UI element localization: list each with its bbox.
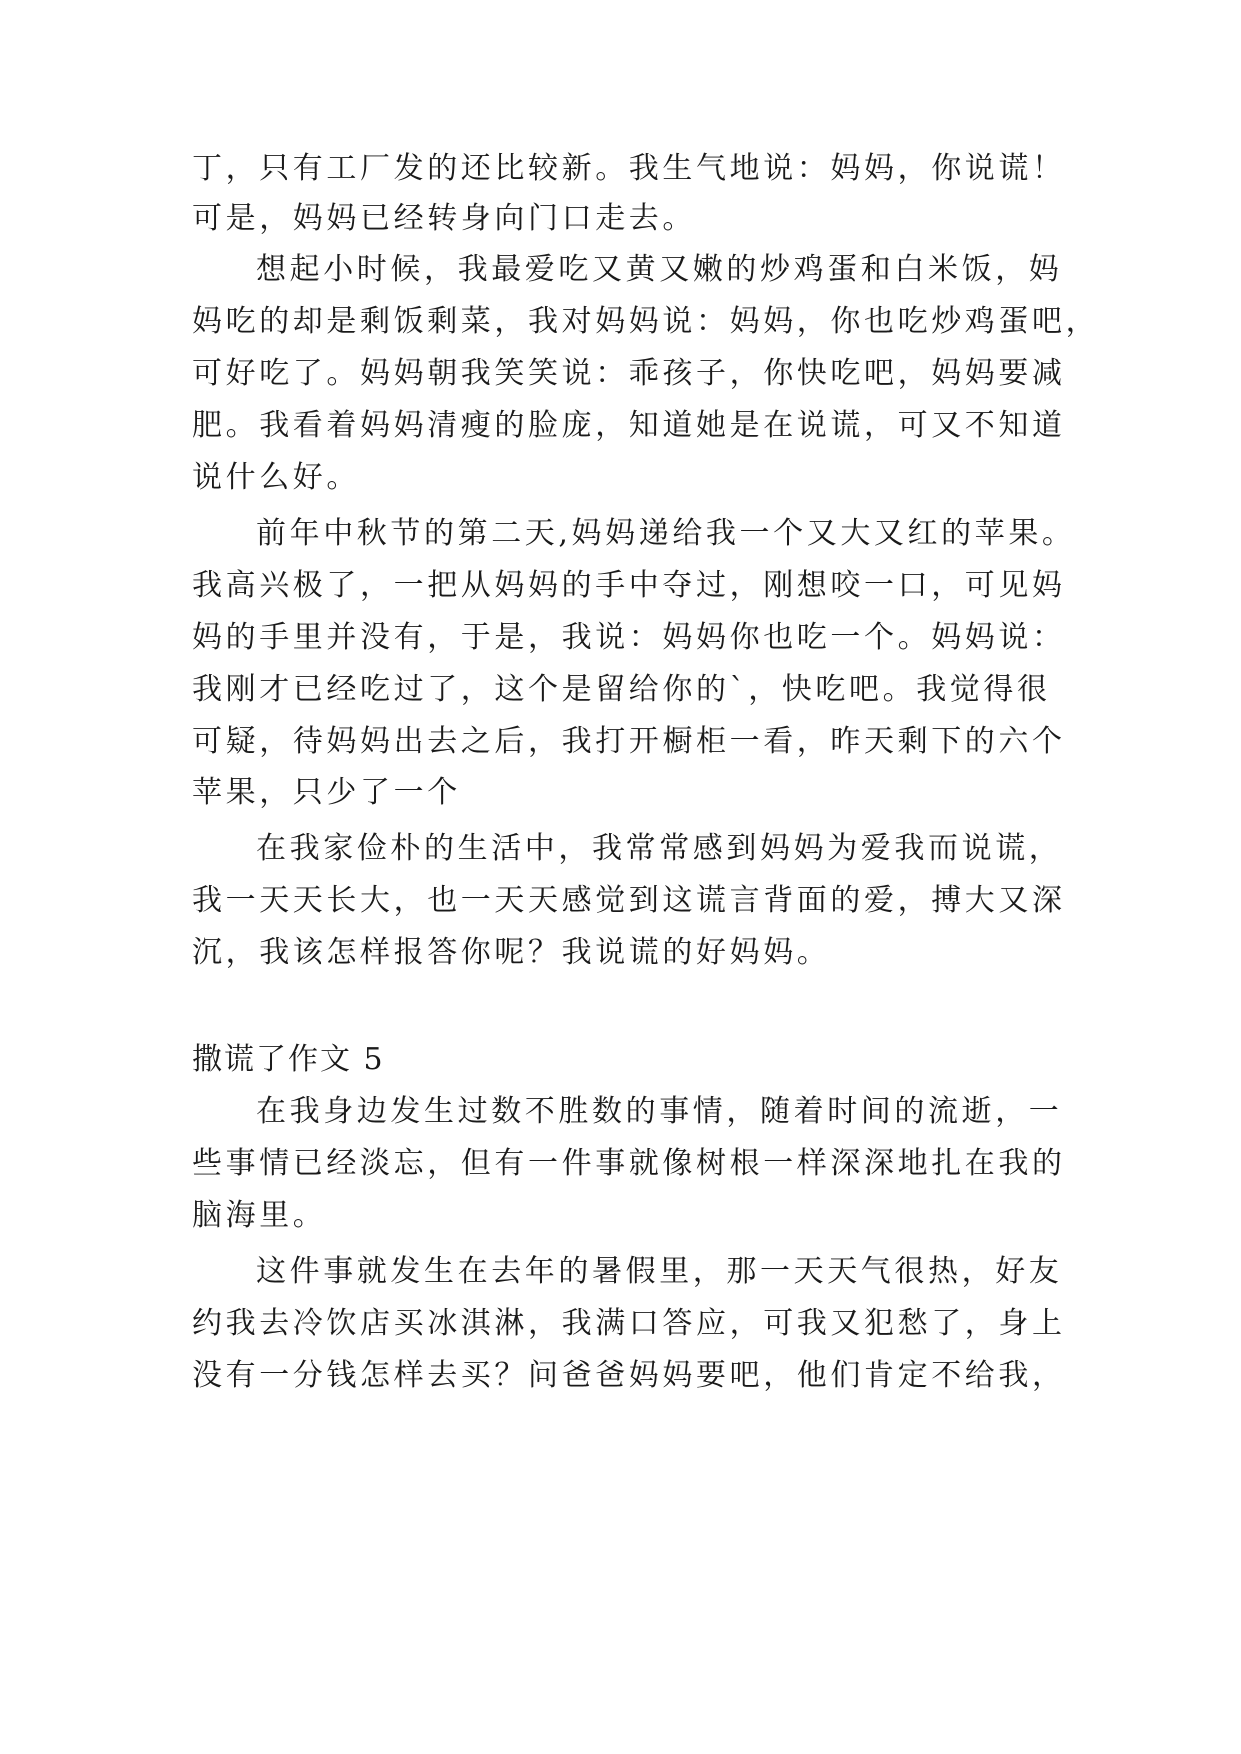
paragraph-line: 这件事就发生在去年的暑假里，那一天天气很热，好友 — [256, 1254, 1063, 1289]
paragraph-line: 没有一分钱怎样去买？问爸爸妈妈要吧，他们肯定不给我， — [192, 1358, 1066, 1393]
paragraph-line: 前年中秋节的第二天,妈妈递给我一个又大又红的苹果。 — [256, 516, 1076, 551]
paragraph-line: 想起小时候，我最爱吃又黄又嫩的炒鸡蛋和白米饭，妈 — [256, 252, 1063, 287]
paragraph-line: 我高兴极了，一把从妈妈的手中夺过，刚想咬一口，可见妈 — [192, 568, 1066, 603]
paragraph-line: 约我去冷饮店买冰淇淋，我满口答应，可我又犯愁了，身上 — [192, 1306, 1066, 1341]
paragraph-line: 说什么好。 — [192, 460, 360, 495]
paragraph-line: 妈的手里并没有，于是，我说：妈妈你也吃一个。妈妈说： — [192, 620, 1066, 655]
paragraph-line: 脑海里。 — [192, 1198, 327, 1233]
paragraph-line: 我一天天长大，也一天天感觉到这谎言背面的爱，搏大又深 — [192, 883, 1066, 918]
paragraph-line: 可疑，待妈妈出去之后，我打开橱柜一看，昨天剩下的六个 — [192, 724, 1066, 759]
paragraph-line: 我刚才已经吃过了，这个是留给你的`，快吃吧。我觉得很 — [192, 672, 1051, 707]
paragraph-line: 苹果，只少了一个 — [192, 775, 461, 810]
paragraph-line: 在我家俭朴的生活中，我常常感到妈妈为爱我而说谎， — [256, 831, 1063, 866]
paragraph-line: 沉，我该怎样报答你呢？我说谎的好妈妈。 — [192, 935, 831, 970]
paragraph-line: 丁，只有工厂发的还比较新。我生气地说：妈妈，你说谎！ — [192, 151, 1066, 186]
paragraph-line: 可好吃了。妈妈朝我笑笑说：乖孩子，你快吃吧，妈妈要减 — [192, 356, 1066, 391]
paragraph-line: 些事情已经淡忘，但有一件事就像树根一样深深地扎在我的 — [192, 1146, 1066, 1181]
section-heading: 撒谎了作文 5 — [192, 1042, 385, 1077]
paragraph-line: 在我身边发生过数不胜数的事情，随着时间的流逝，一 — [256, 1094, 1063, 1129]
paragraph-line: 肥。我看着妈妈清瘦的脸庞，知道她是在说谎，可又不知道 — [192, 408, 1066, 443]
paragraph-line: 可是，妈妈已经转身向门口走去。 — [192, 201, 696, 236]
paragraph-line: 妈吃的却是剩饭剩菜，我对妈妈说：妈妈，你也吃炒鸡蛋吧， — [192, 304, 1100, 339]
